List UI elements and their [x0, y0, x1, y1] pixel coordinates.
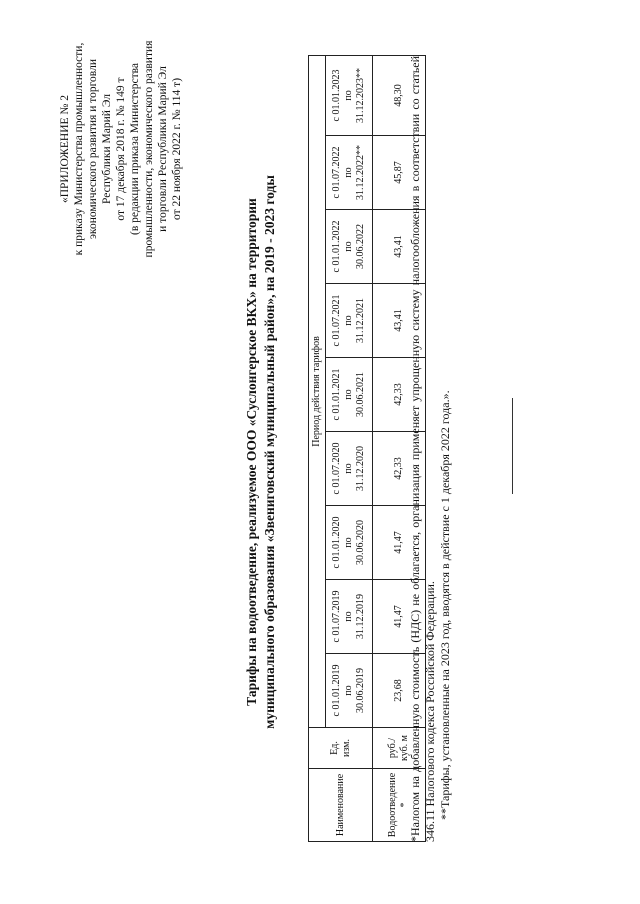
period-mid: по: [343, 315, 354, 326]
period-mid: по: [343, 389, 354, 400]
tariff-value: 23,68: [373, 654, 426, 728]
appendix-line: от 17 декабря 2018 г. № 149 т: [115, 77, 127, 221]
period-to: 30.06.2020: [355, 520, 366, 565]
footnotes: [408, 56, 453, 842]
tariff-value: 42,33: [373, 358, 426, 432]
appendix-line: и торговли Республики Марий Эл: [157, 66, 169, 232]
period-header-2: [326, 580, 373, 654]
period-to: 31.12.2022**: [355, 145, 366, 200]
period-from: с 01.01.2020: [331, 516, 342, 569]
period-to: 30.06.2019: [355, 668, 366, 713]
period-mid: по: [343, 685, 354, 696]
tariff-value: 45,87: [373, 136, 426, 210]
period-header-6: [326, 284, 373, 358]
period-to: 30.06.2022: [355, 224, 366, 269]
row-unit: руб./куб. м: [373, 728, 426, 769]
tariff-value: 42,33: [373, 432, 426, 506]
period-header-3: [326, 506, 373, 580]
period-mid: по: [343, 537, 354, 548]
appendix-line: экономического развития и торговли: [87, 59, 99, 239]
period-mid: по: [343, 463, 354, 474]
period-to: 31.12.2023**: [355, 67, 366, 123]
period-to: 31.12.2019: [355, 594, 366, 639]
period-from: с 01.01.2021: [331, 368, 342, 421]
period-header-9: [326, 55, 373, 135]
appendix-line: Республики Марий Эл: [101, 94, 113, 205]
appendix-line: (в редакции приказа Министерства: [129, 63, 141, 236]
document-title-line-1: Тарифы на водоотведение, реализуемое ООО «Суслонгерское ВКХ» на территории: [244, 198, 259, 706]
appendix-line: от 22 ноября 2022 г. № 114 т): [171, 77, 183, 221]
period-mid: по: [343, 90, 354, 101]
period-header-7: [326, 210, 373, 284]
period-mid: по: [343, 167, 354, 178]
appendix-line: к приказу Министерства промышленности,: [73, 42, 85, 256]
row-name: Водоотведение *: [373, 769, 426, 842]
tariff-value: 48,30: [373, 55, 426, 135]
tariff-value: 43,41: [373, 210, 426, 284]
footnote-vat: *Налогом на добавленную стоимость (НДС) не облагается, организация применяет упрощенную систему налогообложения в соответствии со статьей 346.11 Налогового кодекса Российской Федерации.: [408, 56, 437, 842]
period-from: с 01.01.2019: [331, 664, 342, 717]
period-mid: по: [343, 241, 354, 252]
tariff-value: 41,47: [373, 580, 426, 654]
period-header-8: [326, 136, 373, 210]
period-from: с 01.07.2021: [331, 294, 342, 347]
header-unit: Ед. изм.: [309, 728, 373, 769]
footnote-2023-tariffs: **Тарифы, установленные на 2023 год, вводятся в действие с 1 декабря 2022 года.».: [438, 390, 452, 820]
period-from: с 01.01.2022: [331, 220, 342, 273]
document-title-line-2: муниципального образования «Звениговский муниципальный район», на 2019 - 2023 годы: [262, 175, 277, 729]
tariff-value: 43,41: [373, 284, 426, 358]
tariff-value: 41,47: [373, 506, 426, 580]
period-to: 30.06.2021: [355, 372, 366, 417]
appendix-line: «ПРИЛОЖЕНИЕ № 2: [59, 95, 71, 204]
period-from: с 01.07.2020: [331, 442, 342, 495]
period-from: с 01.01.2023: [331, 69, 342, 122]
period-from: с 01.07.2019: [331, 590, 342, 643]
appendix-block: [58, 14, 184, 284]
period-header-5: [326, 358, 373, 432]
period-header-4: [326, 432, 373, 506]
period-header-1: [326, 654, 373, 728]
header-period: Период действия тарифов: [309, 55, 326, 727]
header-name: Наименование: [309, 769, 373, 842]
period-to: 31.12.2020: [355, 446, 366, 491]
period-from: с 01.07.2022: [331, 146, 342, 199]
separator-line: [512, 398, 513, 494]
period-to: 31.12.2021: [355, 298, 366, 343]
appendix-line: промышленности, экономического развития: [143, 40, 155, 258]
period-mid: по: [343, 611, 354, 622]
